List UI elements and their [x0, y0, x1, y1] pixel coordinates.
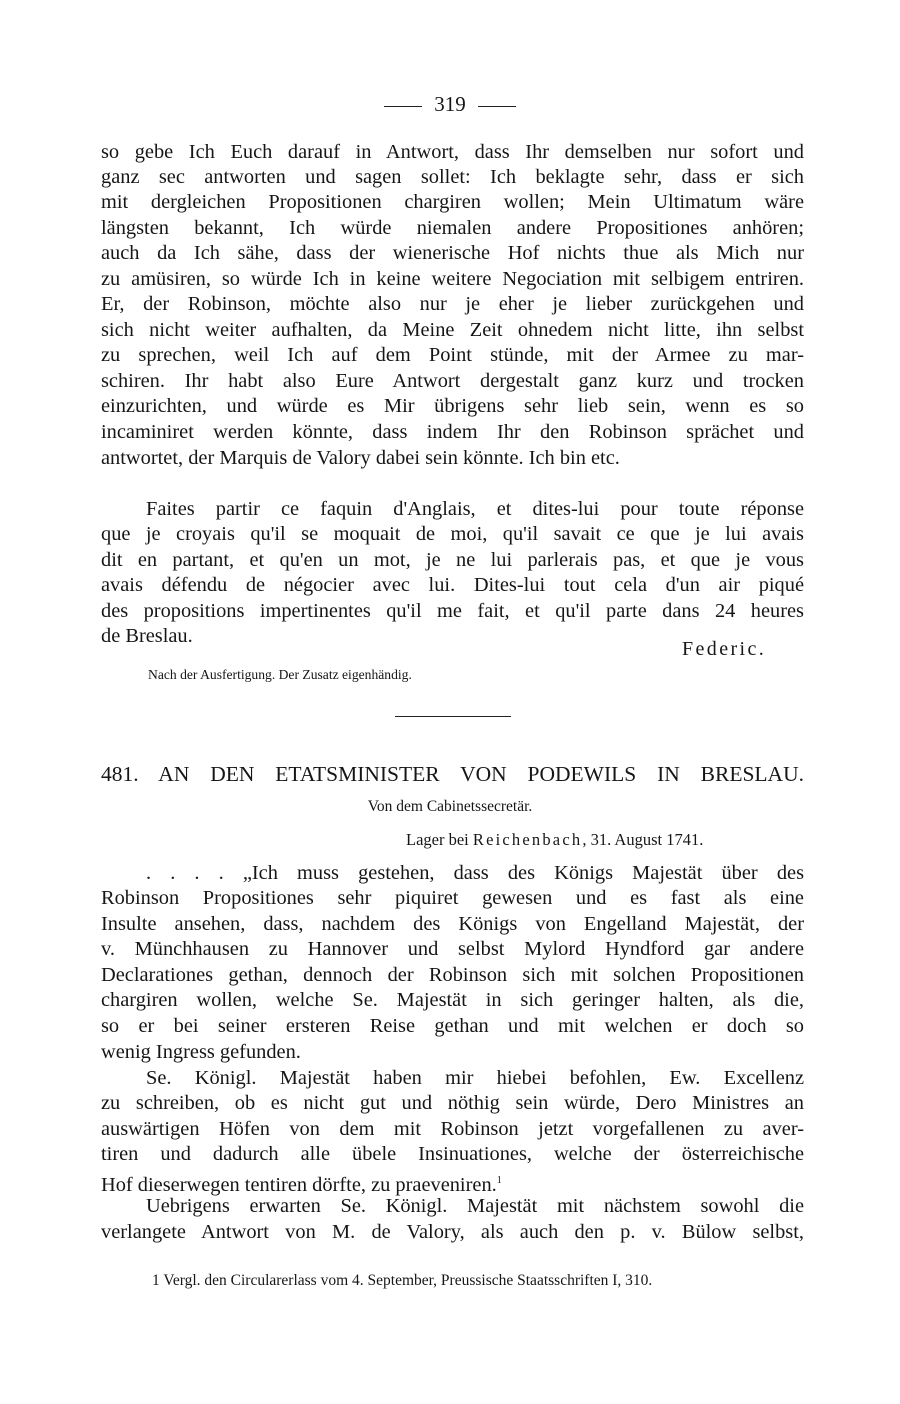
body-line: tiren und dadurch alle übele Insinuationes, welche der österreichische: [101, 1143, 804, 1165]
body-line: Uebrigens erwarten Se. Königl. Majestät mit nächstem sowohl die: [146, 1195, 804, 1217]
section-divider: [395, 716, 511, 717]
page-number: 319: [434, 92, 466, 116]
body-line: zu schreiben, ob es nicht gut und nöthig sein würde, Dero Ministres an: [101, 1092, 804, 1114]
body-line: so gebe Ich Euch darauf in Antwort, dass Ihr demselben nur sofort und: [101, 141, 804, 163]
body-line: incaminiret werden könnte, dass indem Ihr den Robinson sprächet und: [101, 421, 804, 443]
body-line: Declarationes gethan, dennoch der Robinson sich mit solchen Propositionen: [101, 964, 804, 986]
body-line: Robinson Propositiones sehr piquiret gewesen und es fast als eine: [101, 887, 804, 909]
body-line: Faites partir ce faquin d'Anglais, et dites-lui pour toute réponse: [146, 498, 804, 520]
body-line: mit dergleichen Propositionen chargiren wollen; Mein Ultimatum wäre: [101, 191, 804, 213]
header-dash-left: [384, 106, 422, 107]
body-line: Er, der Robinson, möchte also nur je eher je lieber zurückgehen und: [101, 293, 804, 315]
document-heading: 481. AN DEN ETATSMINISTER VON PODEWILS IN BRESLAU.: [101, 762, 804, 786]
body-line: zu amüsiren, so würde Ich in keine weitere Negociation mit selbigem entriren.: [101, 268, 804, 290]
body-line: avais défendu de négocier avec lui. Dites-lui tout cela d'un air piqué: [101, 574, 804, 596]
body-line: que je croyais qu'il se moquait de moi, qu'il savait ce que je lui avais: [101, 523, 804, 545]
body-line: auswärtigen Höfen von dem mit Robinson jetzt vorgefallenen zu aver-: [101, 1118, 804, 1140]
body-line: ganz sec antworten und sagen sollet: Ich beklagte sehr, dass er sich: [101, 166, 804, 188]
dateline-place: Reichenbach: [472, 830, 583, 849]
body-line: chargiren wollen, welche Se. Majestät in sich geringer halten, als die,: [101, 989, 804, 1011]
body-line: längsten bekannt, Ich würde niemalen andere Propositiones anhören;: [101, 217, 804, 239]
body-line: so er bei seiner ersteren Reise gethan und mit welchen er doch so: [101, 1015, 804, 1037]
body-line: Insulte ansehen, dass, nachdem des Königs von Engelland Majestät, der: [101, 913, 804, 935]
body-line: de Breslau.: [101, 625, 193, 647]
body-line: Se. Königl. Majestät haben mir hiebei befohlen, Ew. Excellenz: [146, 1067, 804, 1089]
body-line: des propositions impertinentes qu'il me fait, et qu'il parte dans 24 heures: [101, 600, 804, 622]
header-dash-right: [478, 106, 516, 107]
body-line: verlangete Antwort von M. de Valory, als auch den p. v. Bülow selbst,: [101, 1221, 804, 1243]
body-line: zu sprechen, weil Ich auf dem Point stünde, mit der Armee zu mar-: [101, 344, 804, 366]
body-line-text: Hof dieserwegen tentiren dörfte, zu praeveniren.: [101, 1174, 497, 1196]
source-note: Nach der Ausfertigung. Der Zusatz eigenhändig.: [148, 667, 412, 682]
body-line: schiren. Ihr habt also Eure Antwort dergestalt ganz kurz und trocken: [101, 370, 804, 392]
dateline-prefix: Lager bei: [406, 830, 469, 849]
dateline: [406, 830, 703, 850]
footnote: 1 Vergl. den Circularerlass vom 4. September, Preussische Staatsschriften I, 310.: [152, 1272, 653, 1289]
dateline-date: , 31. August 1741.: [582, 830, 704, 849]
page-header: [0, 92, 900, 117]
body-line: dit en partant, et qu'en un mot, je ne lui parlerais pas, et que je vous: [101, 549, 804, 571]
body-line: . . . . „Ich muss gestehen, dass des Königs Majestät über des: [146, 862, 804, 884]
body-line: v. Münchhausen zu Hannover und selbst Mylord Hyndford gar andere: [101, 938, 804, 960]
body-line: wenig Ingress gefunden.: [101, 1041, 301, 1063]
document-subheading: Von dem Cabinetssecretär.: [367, 798, 533, 815]
body-line: einzurichten, und würde es Mir übrigens sehr lieb sein, wenn es so: [101, 395, 804, 417]
body-line: auch da Ich sähe, dass der wienerische Hof nichts thue als Mich nur: [101, 242, 804, 264]
footnote-marker: 1: [496, 1175, 502, 1186]
body-line: antwortet, der Marquis de Valory dabei sein könnte. Ich bin etc.: [101, 447, 620, 469]
signature: Federic.: [682, 638, 767, 660]
body-line: sich nicht weiter aufhalten, da Meine Zeit ohnedem nicht litte, ihn selbst: [101, 319, 804, 341]
